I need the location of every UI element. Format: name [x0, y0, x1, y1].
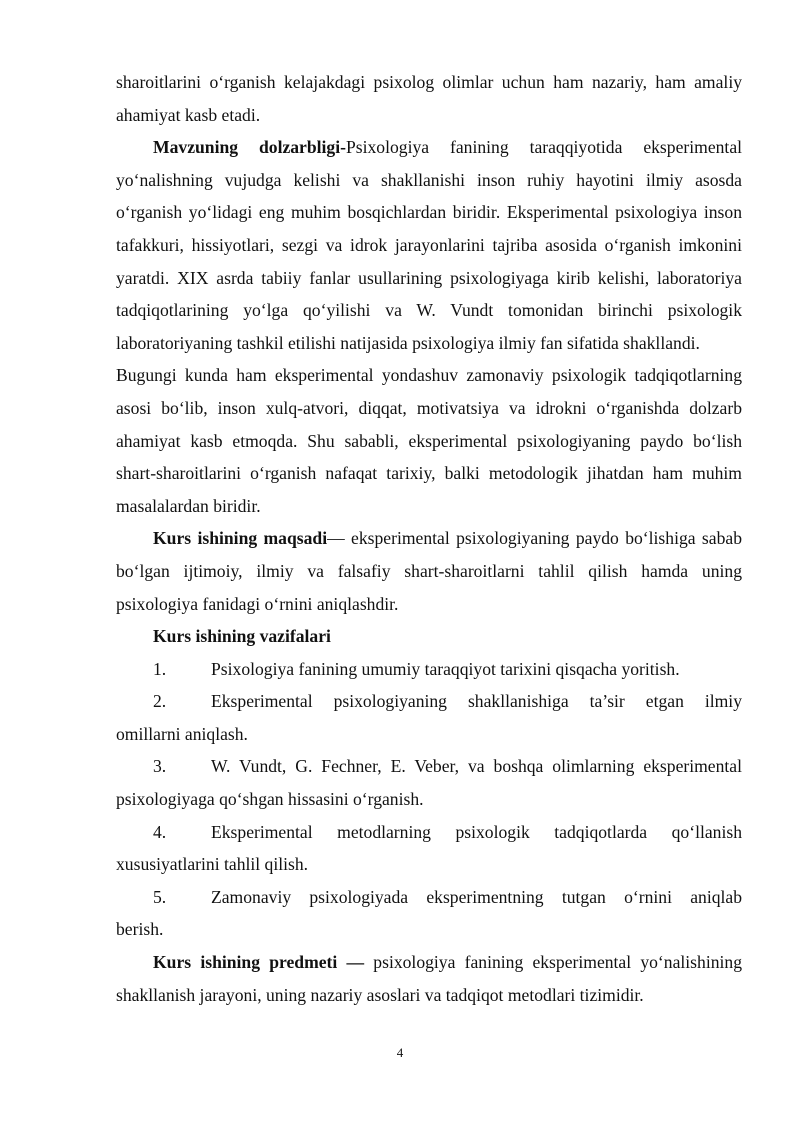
task-number: 1. [153, 658, 167, 679]
task-item [116, 816, 742, 881]
goal-heading: Kurs ishining maqsadi [153, 528, 328, 549]
task-continuation: omillarni aniqlash. [116, 723, 248, 744]
task-text: W. Vundt, G. Fechner, E. Veber, va boshqa olimlarning eksperimental [211, 756, 742, 777]
subject-paragraph [116, 946, 742, 1011]
task-item [116, 653, 742, 686]
task-first-line [116, 881, 742, 914]
task-first-line [116, 816, 742, 849]
task-continuation: berish. [116, 919, 164, 940]
task-continuation: xususiyatlarini tahlil qilish. [116, 854, 309, 875]
page-body [116, 66, 742, 1011]
task-number: 2. [153, 691, 167, 712]
page-number: 4 [396, 1045, 404, 1060]
tasks-heading: Kurs ishining vazifalari [153, 626, 331, 647]
task-text: Psixologiya fanining umumiy taraqqiyot tarixini qisqacha yoritish. [211, 658, 680, 679]
goal-paragraph [116, 522, 742, 620]
relevance-paragraph [116, 131, 742, 359]
task-text: Eksperimental metodlarning psixologik tadqiqotlarda qo‘llanish [211, 821, 742, 842]
subject-text: psixologiya fanining eksperimental yo‘nalishining shakllanish jarayoni, uning nazariy asoslari va tadqiqot metodlari tizimidir. [116, 952, 742, 1005]
subject-heading: Kurs ishining predmeti — [153, 952, 365, 973]
today-paragraph: Bugungi kunda ham eksperimental yondashuv zamonaviy psixologik tadqiqotlarning asosi bo‘lib, inson xulq-atvori, diqqat, motivatsiya va idrokni o‘rganishda dolzarb ahamiyat kasb etmoqda. Shu sababli, eksperimental psixologiyaning paydo bo‘lish shart-sharoitlarini o‘rganish nafaqat tarixiy, balki metodologik jihatdan ham muhim masalalardan biridir. [116, 365, 742, 516]
task-text: Zamonaviy psixologiyada eksperimentning tutgan o‘rnini aniqlab [211, 886, 742, 907]
task-item [116, 685, 742, 750]
task-item [116, 750, 742, 815]
task-number: 5. [153, 886, 167, 907]
task-number: 3. [153, 756, 167, 777]
intro-paragraph: sharoitlarini o‘rganish kelajakdagi psixolog olimlar uchun ham nazariy, ham amaliy ahamiyat kasb etadi. [116, 72, 742, 125]
task-first-line [116, 750, 742, 783]
task-number: 4. [153, 821, 167, 842]
relevance-text: Psixologiya fanining taraqqiyotida eksperimental yo‘nalishning vujudga kelishi va shakllanishi inson ruhiy hayotini ilmiy asosda o‘rganish yo‘lidagi eng muhim bosqichlardan biridir. Eksperimental psixologiya inson tafakkuri, hissiyotlari, sezgi va idrok jarayonlarini tajriba asosida o‘rganish imkonini yaratdi. XIX asrda tabiiy fanlar usullarining psixologiyaga kirib kelishi, laboratoriya tadqiqotlarining yo‘lga qo‘yilishi va W. Vundt tomonidan birinchi psixologik laboratoriyaning tashkil etilishi natijasida psixologiya ilmiy fan sifatida shakllandi. [116, 137, 743, 353]
task-continuation: psixologiyaga qo‘shgan hissasini o‘rganish. [116, 789, 424, 810]
tasks-heading-line [116, 620, 742, 653]
goal-text: — eksperimental psixologiyaning paydo bo‘lishiga sabab bo‘lgan ijtimoiy, ilmiy va falsafiy shart-sharoitlarni tahlil qilish hamda uning psixologiya fanidagi o‘rnini aniqlashdir. [116, 528, 742, 614]
task-item [116, 881, 742, 946]
task-first-line [116, 685, 742, 718]
task-text: Eksperimental psixologiyaning shakllanishiga ta’sir etgan ilmiy [211, 691, 742, 712]
relevance-heading: Mavzuning dolzarbligi- [153, 137, 346, 158]
